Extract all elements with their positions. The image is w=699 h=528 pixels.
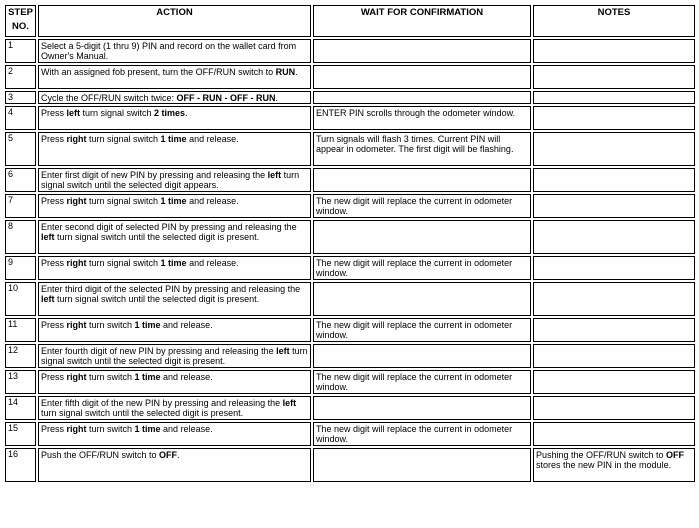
- step-number: 14: [5, 396, 36, 420]
- action-cell: [38, 91, 311, 104]
- wait-cell: [313, 448, 531, 482]
- table-row: [5, 194, 695, 218]
- action-run: left: [267, 170, 282, 180]
- action-run: right: [66, 320, 87, 330]
- action-run: Press: [41, 108, 67, 118]
- notes-cell: [533, 318, 695, 342]
- action-run: left: [66, 108, 81, 118]
- wait-cell: [313, 396, 531, 420]
- table-row: [5, 220, 695, 254]
- wait-cell: [313, 39, 531, 63]
- table-row: [5, 282, 695, 316]
- notes-cell: [533, 344, 695, 368]
- table-row: [5, 370, 695, 394]
- action-run: left: [276, 346, 290, 356]
- action-run: With an assigned fob present, turn the OFF/RUN switch to: [41, 67, 276, 77]
- action-cell: [38, 168, 311, 192]
- action-run: Select a 5-digit (1 thru 9) PIN and record on the wallet card from Owner's Manual.: [41, 41, 297, 61]
- step-number: 13: [5, 370, 36, 394]
- action-run: Enter fifth digit of the new PIN by pressing and releasing the: [41, 398, 283, 408]
- step-header: [5, 5, 36, 37]
- action-run: Push the OFF/RUN switch to: [41, 450, 160, 460]
- action-run: turn signal switch: [86, 134, 161, 144]
- action-cell: [38, 282, 311, 316]
- step-number: 12: [5, 344, 36, 368]
- action-run: and release.: [186, 258, 239, 268]
- action-run: turn signal switch until the selected digit is present.: [54, 232, 260, 242]
- wait-cell: The new digit will replace the current in odometer window.: [313, 194, 531, 218]
- step-number: 10: [5, 282, 36, 316]
- action-run: right: [66, 258, 87, 268]
- step-number: 15: [5, 422, 36, 446]
- notes-header: NOTES: [533, 5, 695, 37]
- action-run: turn switch: [86, 372, 135, 382]
- step-number: 9: [5, 256, 36, 280]
- action-cell: [38, 256, 311, 280]
- table-row: [5, 396, 695, 420]
- action-run: Enter first digit of new PIN by pressing and releasing the: [41, 170, 268, 180]
- notes-cell: [533, 39, 695, 63]
- wait-cell: The new digit will replace the current in odometer window.: [313, 256, 531, 280]
- table-row: [5, 448, 695, 482]
- wait-cell: ENTER PIN scrolls through the odometer window.: [313, 106, 531, 130]
- action-run: left: [282, 398, 297, 408]
- action-run: Enter third digit of the selected PIN by pressing and releasing the: [41, 284, 301, 294]
- action-cell: [38, 344, 311, 368]
- action-cell: [38, 65, 311, 89]
- wait-cell: [313, 344, 531, 368]
- action-run: right: [66, 196, 87, 206]
- action-run: turn signal switch: [86, 258, 161, 268]
- action-run: .: [275, 93, 279, 103]
- action-run: and release.: [186, 196, 239, 206]
- wait-header: WAIT FOR CONFIRMATION: [313, 5, 531, 37]
- action-cell: [38, 318, 311, 342]
- action-run: OFF: [159, 450, 178, 460]
- action-run: .: [177, 450, 180, 460]
- step-number: 7: [5, 194, 36, 218]
- action-run: 1 time: [160, 134, 187, 144]
- action-run: turn switch: [86, 320, 135, 330]
- table-row: [5, 168, 695, 192]
- action-run: 1 time: [134, 424, 161, 434]
- action-cell: [38, 220, 311, 254]
- action-run: turn signal switch until the selected digit is present.: [54, 294, 260, 304]
- action-run: turn signal switch until the selected digit appears.: [41, 170, 300, 190]
- wait-cell: [313, 168, 531, 192]
- action-cell: [38, 132, 311, 166]
- notes-run: stores the new PIN in the module.: [536, 460, 672, 470]
- notes-cell: [533, 132, 695, 166]
- action-run: right: [66, 372, 87, 382]
- step-number: 11: [5, 318, 36, 342]
- notes-cell: [533, 370, 695, 394]
- action-run: Press: [41, 424, 67, 434]
- notes-cell: [533, 65, 695, 89]
- action-run: turn signal switch until the selected digit is present.: [41, 346, 308, 366]
- table-row: [5, 39, 695, 63]
- step-number: 6: [5, 168, 36, 192]
- action-run: RUN: [275, 67, 296, 77]
- action-run: Enter fourth digit of new PIN by pressing and releasing the: [41, 346, 277, 356]
- step-number: 1: [5, 39, 36, 63]
- action-run: left: [41, 294, 55, 304]
- action-run: Enter second digit of selected PIN by pressing and releasing the: [41, 222, 297, 232]
- step-header-label: STEP: [8, 7, 33, 18]
- table-row: [5, 318, 695, 342]
- notes-cell: [533, 282, 695, 316]
- action-run: 1 time: [134, 372, 161, 382]
- action-cell: [38, 194, 311, 218]
- action-run: and release.: [160, 320, 213, 330]
- table-body: [5, 39, 695, 482]
- step-number: 16: [5, 448, 36, 482]
- wait-cell: The new digit will replace the current in odometer window.: [313, 370, 531, 394]
- notes-cell: [533, 448, 695, 482]
- table-row: [5, 65, 695, 89]
- table-row: [5, 132, 695, 166]
- step-no-label: NO.: [12, 21, 29, 32]
- action-header: ACTION: [38, 5, 311, 37]
- table-row: [5, 91, 695, 104]
- action-run: left: [41, 232, 55, 242]
- action-run: and release.: [186, 134, 239, 144]
- action-run: .: [295, 67, 298, 77]
- table-row: [5, 422, 695, 446]
- action-run: and release.: [160, 424, 213, 434]
- notes-run: Pushing the OFF/RUN switch to: [536, 450, 667, 460]
- wait-cell: The new digit will replace the current in odometer window.: [313, 422, 531, 446]
- action-run: Press: [41, 134, 67, 144]
- notes-run: OFF: [666, 450, 685, 460]
- notes-cell: [533, 256, 695, 280]
- table-row: [5, 344, 695, 368]
- notes-cell: [533, 422, 695, 446]
- action-run: OFF - RUN - OFF - RUN: [176, 93, 276, 103]
- step-number: 5: [5, 132, 36, 166]
- wait-cell: Turn signals will flash 3 times. Current PIN will appear in odometer. The first digit will be flashing.: [313, 132, 531, 166]
- action-cell: [38, 370, 311, 394]
- notes-cell: [533, 194, 695, 218]
- action-cell: [38, 422, 311, 446]
- action-run: right: [66, 424, 87, 434]
- action-run: 1 time: [134, 320, 161, 330]
- action-run: Press: [41, 196, 67, 206]
- action-run: and release.: [160, 372, 213, 382]
- action-run: Press: [41, 372, 67, 382]
- action-cell: [38, 448, 311, 482]
- action-cell: [38, 39, 311, 63]
- pin-programming-table: [3, 3, 697, 484]
- action-run: turn signal switch: [86, 196, 161, 206]
- notes-cell: [533, 106, 695, 130]
- action-run: turn signal switch: [80, 108, 155, 118]
- action-run: right: [66, 134, 87, 144]
- wait-cell: [313, 65, 531, 89]
- action-run: Press: [41, 320, 67, 330]
- action-cell: [38, 106, 311, 130]
- wait-cell: [313, 220, 531, 254]
- notes-cell: [533, 220, 695, 254]
- notes-cell: [533, 396, 695, 420]
- action-run: turn switch: [86, 424, 135, 434]
- action-run: Press: [41, 258, 67, 268]
- action-run: .: [185, 108, 188, 118]
- action-run: 1 time: [160, 258, 187, 268]
- step-number: 2: [5, 65, 36, 89]
- table-row: [5, 106, 695, 130]
- header-row: [5, 5, 695, 37]
- step-number: 3: [5, 91, 36, 104]
- table-row: [5, 256, 695, 280]
- notes-cell: [533, 91, 695, 104]
- action-run: 2 times: [154, 108, 186, 118]
- wait-cell: [313, 91, 531, 104]
- wait-cell: [313, 282, 531, 316]
- action-cell: [38, 396, 311, 420]
- wait-cell: The new digit will replace the current in odometer window.: [313, 318, 531, 342]
- action-run: Cycle the OFF/RUN switch twice:: [41, 93, 177, 103]
- action-run: turn signal switch until the selected digit is present.: [41, 408, 244, 418]
- notes-cell: [533, 168, 695, 192]
- action-run: 1 time: [160, 196, 187, 206]
- step-number: 4: [5, 106, 36, 130]
- step-number: 8: [5, 220, 36, 254]
